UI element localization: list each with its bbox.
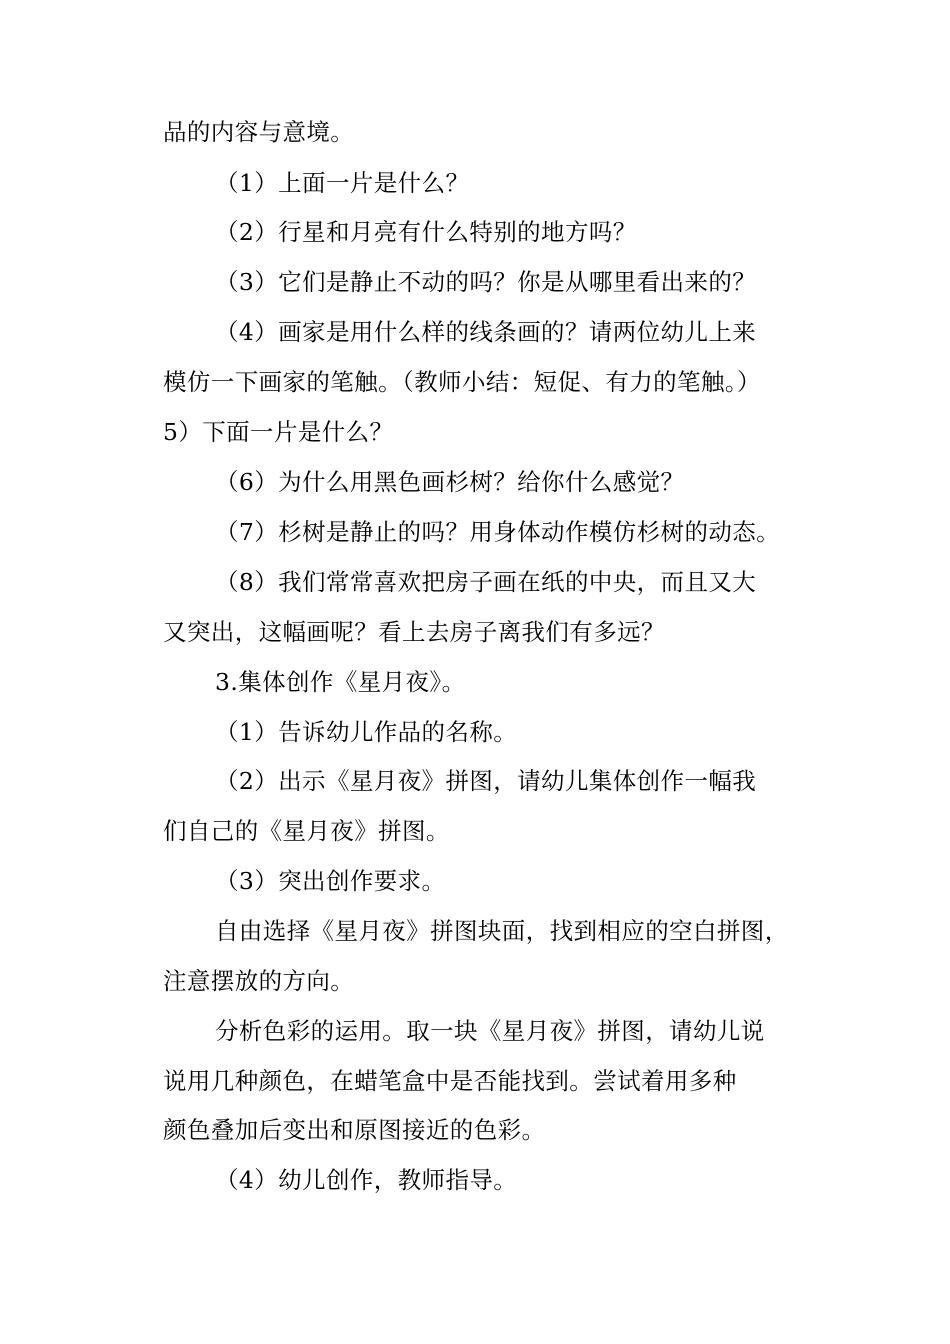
text-line: 品的内容与意境。 (163, 118, 355, 146)
text-line: 自由选择《星月夜》拼图块面，找到相应的空白拼图， (215, 917, 789, 945)
text-line: 又突出，这幅画呢？看上去房子离我们有多远？ (163, 618, 665, 646)
text-line: （4）幼儿创作，教师指导。 (215, 1166, 518, 1194)
text-line: （2）行星和月亮有什么特别的地方吗？ (215, 218, 637, 246)
text-line: 模仿一下画家的笔触。（教师小结：短促、有力的笔触。） (163, 368, 761, 396)
text-line: （4）画家是用什么样的线条画的？请两位幼儿上来 (215, 318, 757, 346)
text-line: （7）杉树是静止的吗？用身体动作模仿杉树的动态。 (215, 518, 781, 546)
text-line: 们自己的《星月夜》拼图。 (163, 817, 450, 845)
text-line: （3）突出创作要求。 (215, 867, 446, 895)
text-line: 说用几种颜色，在蜡笔盒中是否能找到。尝试着用多种 (163, 1067, 737, 1095)
text-line: （1）告诉幼儿作品的名称。 (215, 718, 518, 746)
text-line: （2）出示《星月夜》拼图，请幼儿集体创作一幅我 (215, 767, 757, 795)
text-line: （8）我们常常喜欢把房子画在纸的中央，而且又大 (215, 568, 757, 596)
text-line: （6）为什么用黑色画杉树？给你什么感觉？ (215, 468, 685, 496)
text-line: （1）上面一片是什么？ (215, 169, 470, 197)
text-line: 分析色彩的运用。取一块《星月夜》拼图，请幼儿说 (215, 1017, 765, 1045)
section-heading: 3.集体创作《星月夜》。 (215, 668, 466, 696)
text-line: 5）下面一片是什么？ (163, 418, 394, 446)
text-line: （3）它们是静止不动的吗？你是从哪里看出来的？ (215, 268, 757, 296)
text-line: 注意摆放的方向。 (163, 967, 355, 995)
text-line: 颜色叠加后变出和原图接近的色彩。 (163, 1116, 546, 1144)
